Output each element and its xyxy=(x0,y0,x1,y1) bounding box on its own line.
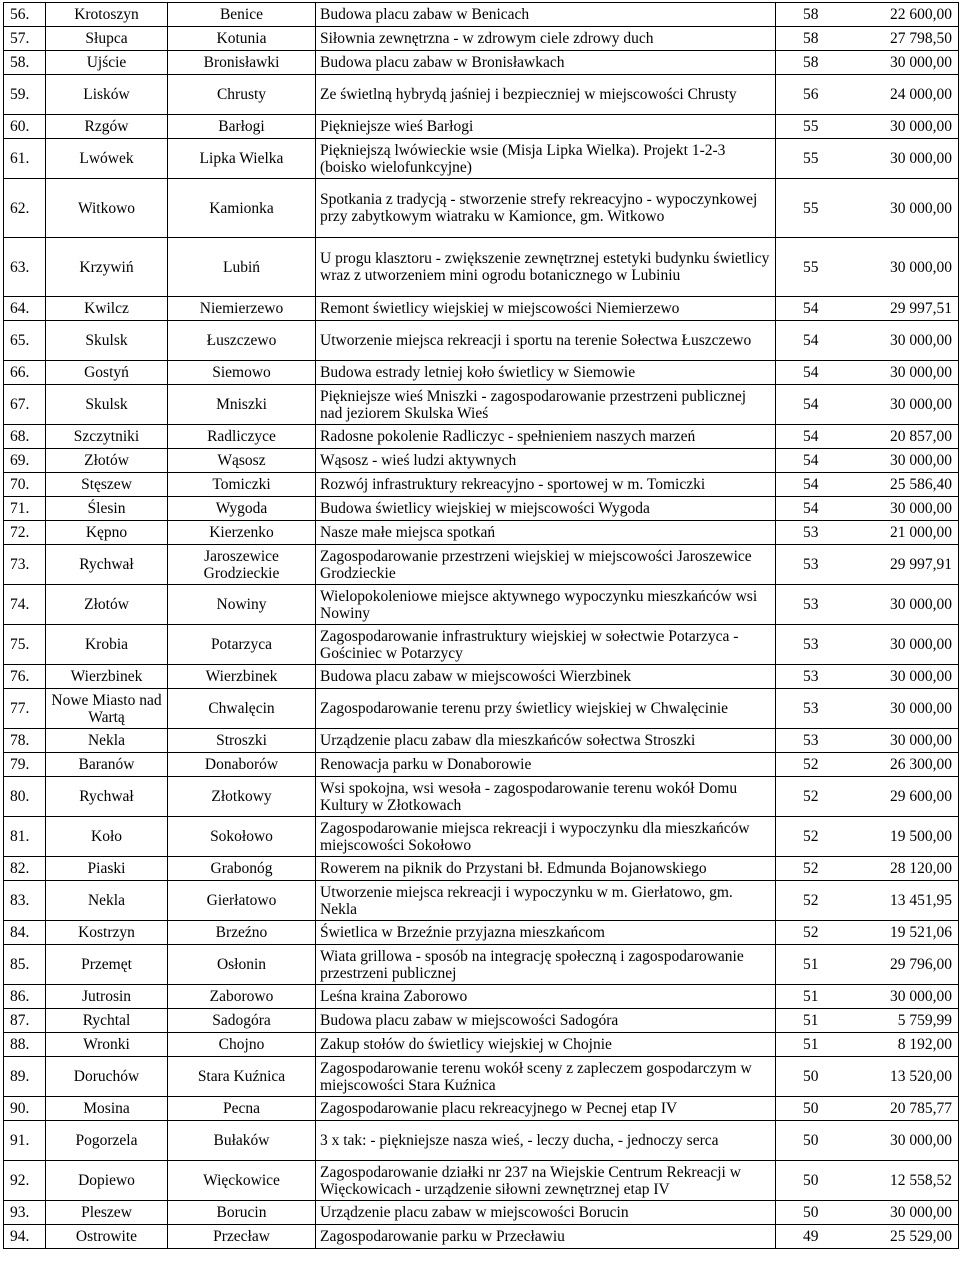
points-value: 53 xyxy=(776,729,846,753)
amount-value: 30 000,00 xyxy=(846,51,959,75)
project-title: Wsi spokojna, wsi wesoła - zagospodarowanie terenu wokół Domu Kultury w Złotkowach xyxy=(316,777,776,817)
row-number: 73. xyxy=(4,545,46,585)
village-name: Bułaków xyxy=(168,1121,316,1161)
table-row xyxy=(4,75,959,115)
amount-value: 30 000,00 xyxy=(846,985,959,1009)
table-row xyxy=(4,27,959,51)
amount-value: 30 000,00 xyxy=(846,497,959,521)
amount-value: 30 000,00 xyxy=(846,115,959,139)
gmina-name: Skulsk xyxy=(46,321,168,361)
gmina-name: Złotów xyxy=(46,585,168,625)
gmina-name: Przemęt xyxy=(46,945,168,985)
amount-value: 30 000,00 xyxy=(846,385,959,425)
amount-value: 8 192,00 xyxy=(846,1033,959,1057)
gmina-name: Lisków xyxy=(46,75,168,115)
village-name: Niemierzewo xyxy=(168,297,316,321)
table-row xyxy=(4,361,959,385)
row-number: 84. xyxy=(4,921,46,945)
amount-value: 13 520,00 xyxy=(846,1057,959,1097)
amount-value: 20 857,00 xyxy=(846,425,959,449)
table-row xyxy=(4,985,959,1009)
points-value: 53 xyxy=(776,625,846,665)
amount-value: 30 000,00 xyxy=(846,729,959,753)
village-name: Bronisławki xyxy=(168,51,316,75)
village-name: Wierzbinek xyxy=(168,665,316,689)
row-number: 93. xyxy=(4,1201,46,1225)
row-number: 89. xyxy=(4,1057,46,1097)
project-title: Zagospodarowanie parku w Przecławiu xyxy=(316,1225,776,1249)
points-value: 52 xyxy=(776,817,846,857)
project-title: Rozwój infrastruktury rekreacyjno - sportowej w m. Tomiczki xyxy=(316,473,776,497)
table-row xyxy=(4,1009,959,1033)
village-name: Gierłatowo xyxy=(168,881,316,921)
project-title: Świetlica w Brzeźnie przyjazna mieszkańcom xyxy=(316,921,776,945)
gmina-name: Wierzbinek xyxy=(46,665,168,689)
row-number: 78. xyxy=(4,729,46,753)
amount-value: 30 000,00 xyxy=(846,1121,959,1161)
project-title: Siłownia zewnętrzna - w zdrowym ciele zdrowy duch xyxy=(316,27,776,51)
table-row xyxy=(4,51,959,75)
points-value: 53 xyxy=(776,689,846,729)
points-value: 55 xyxy=(776,115,846,139)
village-name: Brzeźno xyxy=(168,921,316,945)
amount-value: 28 120,00 xyxy=(846,857,959,881)
gmina-name: Rychwał xyxy=(46,545,168,585)
row-number: 70. xyxy=(4,473,46,497)
village-name: Sokołowo xyxy=(168,817,316,857)
points-value: 58 xyxy=(776,3,846,27)
village-name: Chrusty xyxy=(168,75,316,115)
row-number: 83. xyxy=(4,881,46,921)
points-value: 54 xyxy=(776,497,846,521)
project-title: 3 x tak: - piękniejsze nasza wieś, - leczy ducha, - jednoczy serca xyxy=(316,1121,776,1161)
project-title: Budowa świetlicy wiejskiej w miejscowości Wygoda xyxy=(316,497,776,521)
gmina-name: Słupca xyxy=(46,27,168,51)
village-name: Kamionka xyxy=(168,179,316,238)
table-row xyxy=(4,297,959,321)
table-row xyxy=(4,425,959,449)
row-number: 90. xyxy=(4,1097,46,1121)
gmina-name: Ujście xyxy=(46,51,168,75)
project-title: Zagospodarowanie terenu wokół sceny z zapleczem gospodarczym w miejscowości Stara Kuźnica xyxy=(316,1057,776,1097)
amount-value: 5 759,99 xyxy=(846,1009,959,1033)
project-title: Renowacja parku w Donaborowie xyxy=(316,753,776,777)
village-name: Pecna xyxy=(168,1097,316,1121)
table-row xyxy=(4,139,959,179)
gmina-name: Ślesin xyxy=(46,497,168,521)
gmina-name: Ostrowite xyxy=(46,1225,168,1249)
project-title: Budowa placu zabaw w miejscowości Sadogóra xyxy=(316,1009,776,1033)
project-title: Piękniejsze wieś Barłogi xyxy=(316,115,776,139)
village-name: Grabonóg xyxy=(168,857,316,881)
row-number: 57. xyxy=(4,27,46,51)
gmina-name: Skulsk xyxy=(46,385,168,425)
gmina-name: Rychtal xyxy=(46,1009,168,1033)
projects-table-body xyxy=(4,3,959,1249)
village-name: Kotunia xyxy=(168,27,316,51)
project-title: Zagospodarowanie przestrzeni wiejskiej w miejscowości Jaroszewice Grodzieckie xyxy=(316,545,776,585)
village-name: Osłonin xyxy=(168,945,316,985)
gmina-name: Nekla xyxy=(46,729,168,753)
table-row xyxy=(4,521,959,545)
points-value: 53 xyxy=(776,585,846,625)
row-number: 87. xyxy=(4,1009,46,1033)
village-name: Wygoda xyxy=(168,497,316,521)
gmina-name: Nowe Miasto nad Wartą xyxy=(46,689,168,729)
village-name: Tomiczki xyxy=(168,473,316,497)
row-number: 63. xyxy=(4,238,46,297)
table-row xyxy=(4,1033,959,1057)
amount-value: 30 000,00 xyxy=(846,361,959,385)
amount-value: 19 521,06 xyxy=(846,921,959,945)
table-row xyxy=(4,1097,959,1121)
amount-value: 21 000,00 xyxy=(846,521,959,545)
gmina-name: Pleszew xyxy=(46,1201,168,1225)
table-row xyxy=(4,585,959,625)
project-title: Zagospodarowanie miejsca rekreacji i wypoczynku dla mieszkańców miejscowości Sokołowo xyxy=(316,817,776,857)
gmina-name: Kępno xyxy=(46,521,168,545)
amount-value: 29 997,91 xyxy=(846,545,959,585)
row-number: 86. xyxy=(4,985,46,1009)
project-title: Zagospodarowanie infrastruktury wiejskiej w sołectwie Potarzyca - Gościniec w Potarzycy xyxy=(316,625,776,665)
points-value: 54 xyxy=(776,385,846,425)
project-title: Radosne pokolenie Radliczyc - spełnieniem naszych marzeń xyxy=(316,425,776,449)
row-number: 71. xyxy=(4,497,46,521)
project-title: Leśna kraina Zaborowo xyxy=(316,985,776,1009)
amount-value: 13 451,95 xyxy=(846,881,959,921)
project-title: Spotkania z tradycją - stworzenie strefy rekreacyjno - wypoczynkowej przy zabytkowym wiatraku w Kamionce, gm. Witkowo xyxy=(316,179,776,238)
village-name: Chojno xyxy=(168,1033,316,1057)
row-number: 76. xyxy=(4,665,46,689)
amount-value: 30 000,00 xyxy=(846,139,959,179)
amount-value: 30 000,00 xyxy=(846,689,959,729)
row-number: 77. xyxy=(4,689,46,729)
gmina-name: Krotoszyn xyxy=(46,3,168,27)
amount-value: 27 798,50 xyxy=(846,27,959,51)
table-row xyxy=(4,385,959,425)
amount-value: 25 529,00 xyxy=(846,1225,959,1249)
points-value: 54 xyxy=(776,297,846,321)
project-title: Rowerem na piknik do Przystani bł. Edmunda Bojanowskiego xyxy=(316,857,776,881)
points-value: 51 xyxy=(776,985,846,1009)
gmina-name: Koło xyxy=(46,817,168,857)
row-number: 91. xyxy=(4,1121,46,1161)
row-number: 88. xyxy=(4,1033,46,1057)
gmina-name: Baranów xyxy=(46,753,168,777)
points-value: 50 xyxy=(776,1161,846,1201)
points-value: 54 xyxy=(776,321,846,361)
project-title: Budowa placu zabaw w Benicach xyxy=(316,3,776,27)
row-number: 65. xyxy=(4,321,46,361)
gmina-name: Doruchów xyxy=(46,1057,168,1097)
table-row xyxy=(4,449,959,473)
points-value: 50 xyxy=(776,1121,846,1161)
village-name: Przecław xyxy=(168,1225,316,1249)
amount-value: 29 997,51 xyxy=(846,297,959,321)
table-row xyxy=(4,1161,959,1201)
project-title: Piękniejszą lwówieckie wsie (Misja Lipka Wielka). Projekt 1-2-3 (boisko wielofunkcyjne) xyxy=(316,139,776,179)
gmina-name: Szczytniki xyxy=(46,425,168,449)
row-number: 81. xyxy=(4,817,46,857)
table-row xyxy=(4,1057,959,1097)
amount-value: 19 500,00 xyxy=(846,817,959,857)
gmina-name: Jutrosin xyxy=(46,985,168,1009)
amount-value: 24 000,00 xyxy=(846,75,959,115)
project-title: Zagospodarowanie działki nr 237 na Wiejskie Centrum Rekreacji w Więckowicach - urządzenie siłowni zewnętrznej etap IV xyxy=(316,1161,776,1201)
village-name: Stara Kuźnica xyxy=(168,1057,316,1097)
gmina-name: Kwilcz xyxy=(46,297,168,321)
project-title: Utworzenie miejsca rekreacji i wypoczynku w m. Gierłatowo, gm. Nekla xyxy=(316,881,776,921)
points-value: 52 xyxy=(776,857,846,881)
gmina-name: Złotów xyxy=(46,449,168,473)
table-row xyxy=(4,857,959,881)
table-row xyxy=(4,817,959,857)
village-name: Więckowice xyxy=(168,1161,316,1201)
row-number: 80. xyxy=(4,777,46,817)
gmina-name: Piaski xyxy=(46,857,168,881)
points-value: 54 xyxy=(776,361,846,385)
amount-value: 26 300,00 xyxy=(846,753,959,777)
table-row xyxy=(4,1225,959,1249)
points-value: 58 xyxy=(776,51,846,75)
gmina-name: Kostrzyn xyxy=(46,921,168,945)
project-title: Nasze małe miejsca spotkań xyxy=(316,521,776,545)
table-row xyxy=(4,497,959,521)
project-title: Urządzenie placu zabaw dla mieszkańców sołectwa Stroszki xyxy=(316,729,776,753)
village-name: Radliczyce xyxy=(168,425,316,449)
village-name: Wąsosz xyxy=(168,449,316,473)
amount-value: 29 796,00 xyxy=(846,945,959,985)
row-number: 72. xyxy=(4,521,46,545)
village-name: Jaroszewice Grodzieckie xyxy=(168,545,316,585)
table-row xyxy=(4,1121,959,1161)
project-title: Remont świetlicy wiejskiej w miejscowości Niemierzewo xyxy=(316,297,776,321)
project-title: Utworzenie miejsca rekreacji i sportu na terenie Sołectwa Łuszczewo xyxy=(316,321,776,361)
points-value: 54 xyxy=(776,425,846,449)
village-name: Kierzenko xyxy=(168,521,316,545)
village-name: Potarzyca xyxy=(168,625,316,665)
amount-value: 30 000,00 xyxy=(846,179,959,238)
gmina-name: Wronki xyxy=(46,1033,168,1057)
village-name: Sadogóra xyxy=(168,1009,316,1033)
gmina-name: Nekla xyxy=(46,881,168,921)
points-value: 53 xyxy=(776,665,846,689)
gmina-name: Dopiewo xyxy=(46,1161,168,1201)
village-name: Złotkowy xyxy=(168,777,316,817)
row-number: 64. xyxy=(4,297,46,321)
village-name: Zaborowo xyxy=(168,985,316,1009)
table-row xyxy=(4,321,959,361)
gmina-name: Witkowo xyxy=(46,179,168,238)
project-title: Zagospodarowanie placu rekreacyjnego w Pecnej etap IV xyxy=(316,1097,776,1121)
row-number: 74. xyxy=(4,585,46,625)
amount-value: 30 000,00 xyxy=(846,449,959,473)
table-row xyxy=(4,115,959,139)
amount-value: 30 000,00 xyxy=(846,238,959,297)
gmina-name: Rzgów xyxy=(46,115,168,139)
project-title: Wiata grillowa - sposób na integrację społeczną i zagospodarowanie przestrzeni publicznej xyxy=(316,945,776,985)
amount-value: 30 000,00 xyxy=(846,1201,959,1225)
points-value: 52 xyxy=(776,777,846,817)
points-value: 55 xyxy=(776,238,846,297)
table-row xyxy=(4,473,959,497)
row-number: 56. xyxy=(4,3,46,27)
points-value: 50 xyxy=(776,1097,846,1121)
amount-value: 30 000,00 xyxy=(846,665,959,689)
table-row xyxy=(4,753,959,777)
project-title: Zakup stołów do świetlicy wiejskiej w Chojnie xyxy=(316,1033,776,1057)
village-name: Chwalęcin xyxy=(168,689,316,729)
projects-table xyxy=(3,2,959,1249)
village-name: Lubiń xyxy=(168,238,316,297)
row-number: 75. xyxy=(4,625,46,665)
village-name: Benice xyxy=(168,3,316,27)
project-title: Zagospodarowanie terenu przy świetlicy wiejskiej w Chwalęcinie xyxy=(316,689,776,729)
project-title: Budowa placu zabaw w miejscowości Wierzbinek xyxy=(316,665,776,689)
points-value: 52 xyxy=(776,881,846,921)
project-title: Piękniejsze wieś Mniszki - zagospodarowanie przestrzeni publicznej nad jeziorem Skulska Wieś xyxy=(316,385,776,425)
village-name: Lipka Wielka xyxy=(168,139,316,179)
project-title: Wielopokoleniowe miejsce aktywnego wypoczynku mieszkańców wsi Nowiny xyxy=(316,585,776,625)
village-name: Łuszczewo xyxy=(168,321,316,361)
project-title: Budowa estrady letniej koło świetlicy w Siemowie xyxy=(316,361,776,385)
points-value: 54 xyxy=(776,473,846,497)
village-name: Borucin xyxy=(168,1201,316,1225)
points-value: 51 xyxy=(776,1009,846,1033)
row-number: 59. xyxy=(4,75,46,115)
points-value: 53 xyxy=(776,545,846,585)
gmina-name: Rychwał xyxy=(46,777,168,817)
table-row xyxy=(4,945,959,985)
table-row xyxy=(4,179,959,238)
village-name: Mniszki xyxy=(168,385,316,425)
village-name: Nowiny xyxy=(168,585,316,625)
points-value: 58 xyxy=(776,27,846,51)
row-number: 94. xyxy=(4,1225,46,1249)
row-number: 58. xyxy=(4,51,46,75)
row-number: 62. xyxy=(4,179,46,238)
gmina-name: Gostyń xyxy=(46,361,168,385)
amount-value: 29 600,00 xyxy=(846,777,959,817)
amount-value: 20 785,77 xyxy=(846,1097,959,1121)
points-value: 56 xyxy=(776,75,846,115)
table-row xyxy=(4,689,959,729)
row-number: 61. xyxy=(4,139,46,179)
table-row xyxy=(4,777,959,817)
points-value: 51 xyxy=(776,945,846,985)
points-value: 54 xyxy=(776,449,846,473)
project-title: Urządzenie placu zabaw w miejscowości Borucin xyxy=(316,1201,776,1225)
project-title: Ze świetlną hybrydą jaśniej i bezpieczniej w miejscowości Chrusty xyxy=(316,75,776,115)
amount-value: 12 558,52 xyxy=(846,1161,959,1201)
table-row xyxy=(4,545,959,585)
amount-value: 22 600,00 xyxy=(846,3,959,27)
row-number: 60. xyxy=(4,115,46,139)
points-value: 55 xyxy=(776,179,846,238)
points-value: 50 xyxy=(776,1057,846,1097)
table-row xyxy=(4,1201,959,1225)
amount-value: 25 586,40 xyxy=(846,473,959,497)
table-row xyxy=(4,921,959,945)
row-number: 69. xyxy=(4,449,46,473)
amount-value: 30 000,00 xyxy=(846,625,959,665)
village-name: Siemowo xyxy=(168,361,316,385)
points-value: 52 xyxy=(776,921,846,945)
table-row xyxy=(4,238,959,297)
project-title: Budowa placu zabaw w Bronisławkach xyxy=(316,51,776,75)
row-number: 85. xyxy=(4,945,46,985)
gmina-name: Krobia xyxy=(46,625,168,665)
gmina-name: Krzywiń xyxy=(46,238,168,297)
amount-value: 30 000,00 xyxy=(846,585,959,625)
table-row xyxy=(4,729,959,753)
project-title: Wąsosz - wieś ludzi aktywnych xyxy=(316,449,776,473)
amount-value: 30 000,00 xyxy=(846,321,959,361)
table-row xyxy=(4,3,959,27)
gmina-name: Pogorzela xyxy=(46,1121,168,1161)
row-number: 79. xyxy=(4,753,46,777)
gmina-name: Stęszew xyxy=(46,473,168,497)
table-row xyxy=(4,665,959,689)
row-number: 82. xyxy=(4,857,46,881)
points-value: 51 xyxy=(776,1033,846,1057)
village-name: Donaborów xyxy=(168,753,316,777)
gmina-name: Mosina xyxy=(46,1097,168,1121)
points-value: 52 xyxy=(776,753,846,777)
table-row xyxy=(4,881,959,921)
points-value: 50 xyxy=(776,1201,846,1225)
points-value: 55 xyxy=(776,139,846,179)
table-row xyxy=(4,625,959,665)
row-number: 68. xyxy=(4,425,46,449)
row-number: 66. xyxy=(4,361,46,385)
project-title: U progu klasztoru - zwiększenie zewnętrznej estetyki budynku świetlicy wraz z utworzeniem mini ogrodu botanicznego w Lubiniu xyxy=(316,238,776,297)
points-value: 49 xyxy=(776,1225,846,1249)
village-name: Barłogi xyxy=(168,115,316,139)
gmina-name: Lwówek xyxy=(46,139,168,179)
points-value: 53 xyxy=(776,521,846,545)
row-number: 67. xyxy=(4,385,46,425)
row-number: 92. xyxy=(4,1161,46,1201)
village-name: Stroszki xyxy=(168,729,316,753)
